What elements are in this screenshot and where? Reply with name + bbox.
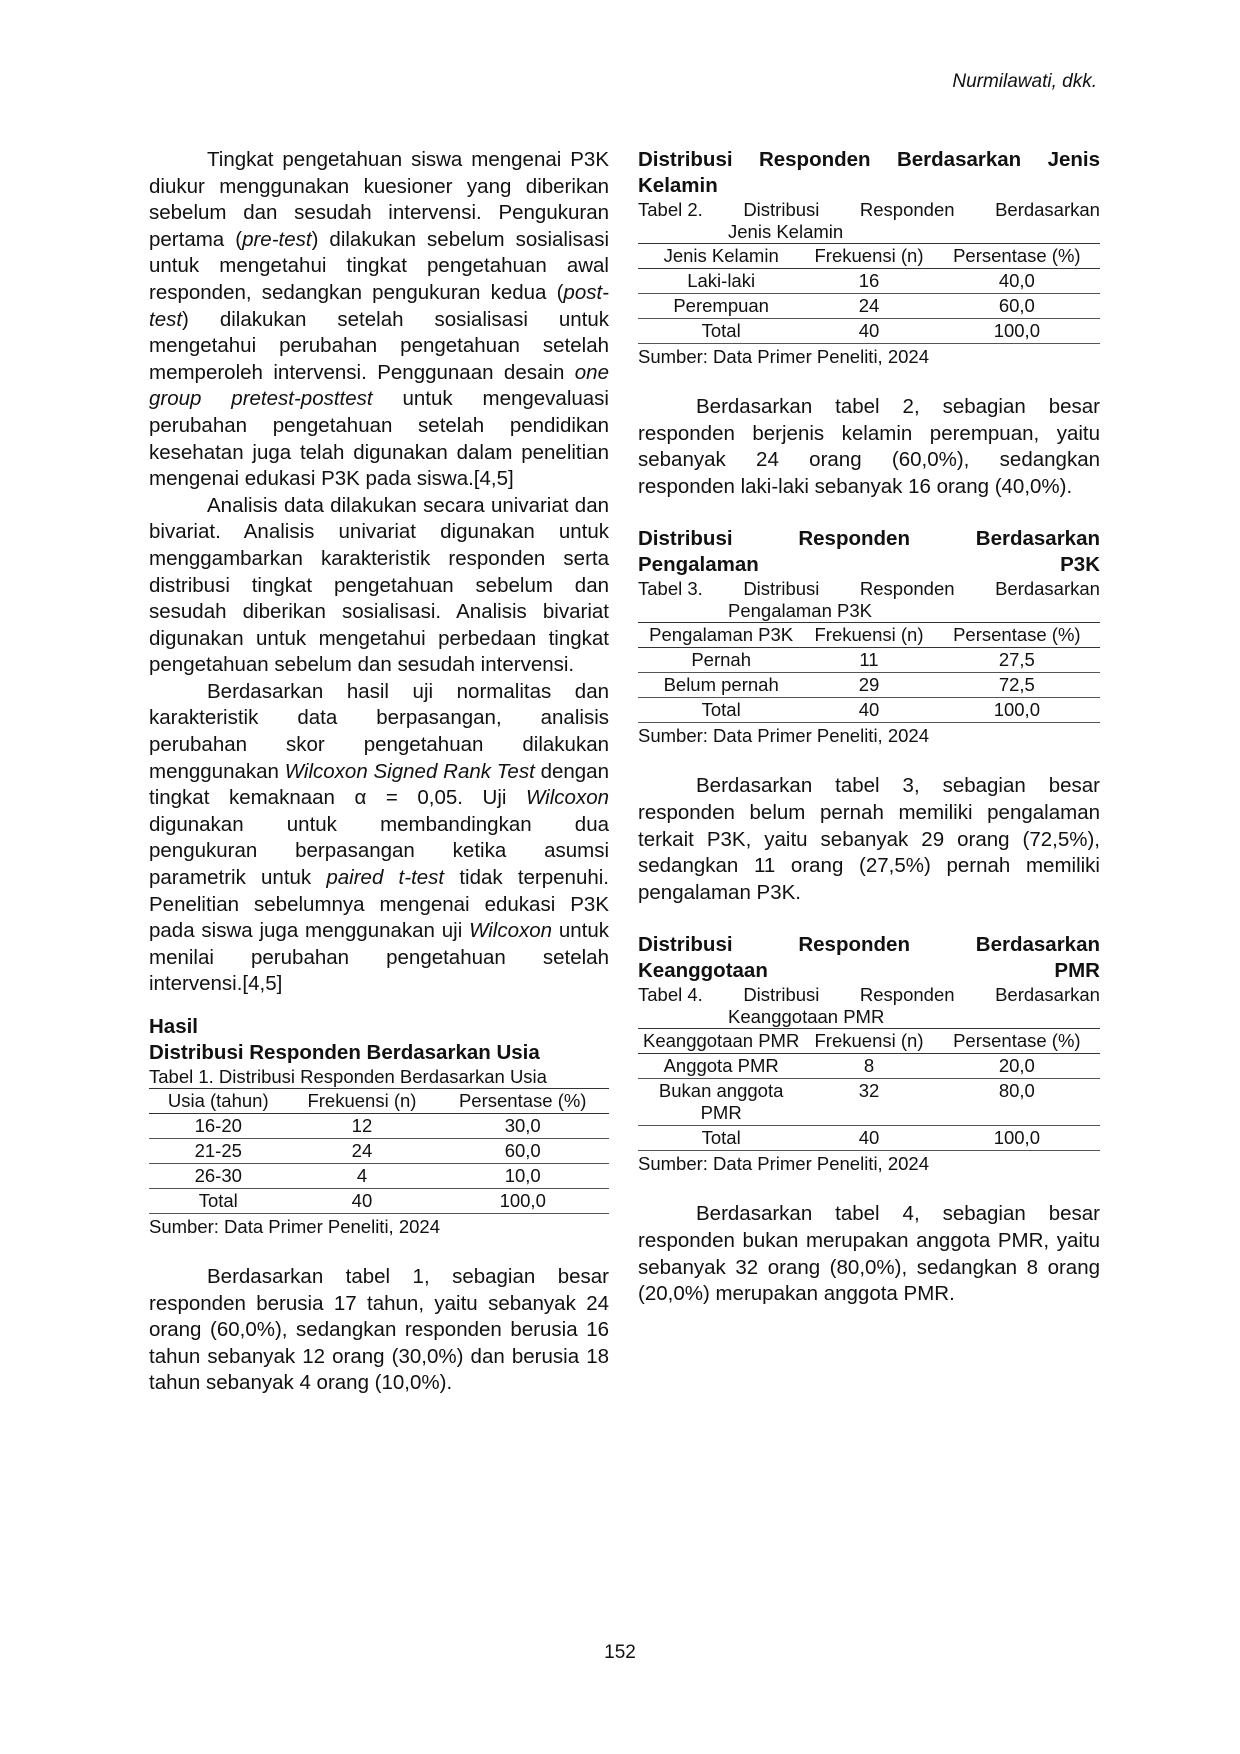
methods-paragraph-1: Tingkat pengetahuan siswa mengenai P3K diukur menggunakan kuesioner yang diberikan sebelum dan sesudah intervensi. Pengukuran pertama (pre-test) dilakukan sebelum sosialisasi untuk mengetahui tingkat pengetahuan awal responden, sedangkan pengukuran kedua (post-test) dilakukan setelah sosialisasi untuk mengetahui perubahan pengetahuan setelah memperoleh intervensi. Penggunaan desain one group pretest-posttest untuk mengevaluasi perubahan pengetahuan setelah pendidikan kesehatan juga telah digunakan dalam penelitian mengenai edukasi P3K pada siswa.[4,5] [149, 148, 609, 491]
table-row: Anggota PMR 8 20,0 [638, 1054, 1100, 1079]
table-4-header: Frekuensi (n) [814, 1030, 924, 1052]
table-4-heading: Distribusi Responden Berdasarkan Keanggotaan PMR [638, 933, 1100, 983]
table-row-total: Total 40 100,0 [149, 1189, 609, 1214]
table-3 [638, 622, 1100, 723]
table-4-header: Keanggotaan PMR [642, 1030, 800, 1052]
table-2-header: Persentase (%) [953, 245, 1081, 266]
table-row: 26-30 4 10,0 [149, 1164, 609, 1189]
table-4-source: Sumber: Data Primer Peneliti, 2024 [638, 1153, 929, 1175]
table-row: Perempuan 24 60,0 [638, 294, 1100, 319]
table-1-header: Persentase (%) [458, 1090, 587, 1111]
methods-paragraph-3: Berdasarkan hasil uji normalitas dan karakteristik data berpasangan, analisis perubahan skor pengetahuan dilakukan menggunakan Wilcoxon Signed Rank Test dengan tingkat kemaknaan α = 0,05. Uji Wilcoxon digunakan untuk membandingkan dua pengukuran berpasangan ketika asumsi parametrik untuk paired t-test tidak terpenuhi. Penelitian sebelumnya mengenai edukasi P3K pada siswa juga menggunakan uji Wilcoxon untuk menilai perubahan pengetahuan setelah intervensi.[4,5] [149, 679, 609, 996]
table-2-heading: Distribusi Responden Berdasarkan Jenis Kelamin [638, 148, 1100, 197]
table-row: 16-20 12 30,0 [149, 1114, 609, 1139]
right-column [638, 147, 1100, 1308]
table-2 [638, 243, 1100, 344]
table-2-header: Frekuensi (n) [814, 245, 924, 266]
table-1 [149, 1088, 609, 1214]
table-3-source: Sumber: Data Primer Peneliti, 2024 [638, 725, 929, 747]
table-1-discussion: Berdasarkan tabel 1, sebagian besar responden berusia 17 tahun, yaitu sebanyak 24 orang (60,0%), sedangkan responden berusia 16 tahun sebanyak 12 orang (30,0%) dan berusia 18 tahun sebanyak 4 orang (10,0%). [149, 1265, 609, 1395]
table-row: Laki-laki 16 40,0 [638, 269, 1100, 294]
table-2-header: Jenis Kelamin [663, 245, 779, 266]
table-3-heading: Distribusi Responden Berdasarkan Pengalaman P3K [638, 527, 1100, 577]
table-1-header: Frekuensi (n) [307, 1090, 417, 1111]
table-row: Pernah 11 27,5 [638, 648, 1100, 673]
table-4 [638, 1028, 1100, 1151]
table-1-source: Sumber: Data Primer Peneliti, 2024 [149, 1216, 440, 1237]
table-3-header: Frekuensi (n) [814, 624, 924, 646]
table-2-caption: Tabel 2. Distribusi Responden Berdasarkan Jenis Kelamin [638, 199, 1100, 242]
running-header: Nurmilawati, dkk. [952, 71, 1097, 92]
table-1-header: Usia (tahun) [167, 1090, 269, 1111]
results-heading: Hasil [149, 1015, 198, 1038]
table-3-caption: Tabel 3. Distribusi Responden Berdasarkan Pengalaman P3K [638, 578, 1100, 622]
table-1-caption: Tabel 1. Distribusi Responden Berdasarkan Usia [149, 1066, 547, 1087]
table-row-total: Total 40 100,0 [638, 698, 1100, 723]
table-2-source: Sumber: Data Primer Peneliti, 2024 [638, 346, 929, 367]
table-4-discussion: Berdasarkan tabel 4, sebagian besar responden bukan merupakan anggota PMR, yaitu sebanyak 32 orang (80,0%), sedangkan 8 orang (20,0%) merupakan anggota PMR. [638, 1202, 1100, 1306]
table-row-total: Total 40 100,0 [638, 1126, 1100, 1151]
table-row-total: Total 40 100,0 [638, 319, 1100, 344]
table-1-heading: Distribusi Responden Berdasarkan Usia [149, 1041, 540, 1064]
table-3-header: Pengalaman P3K [649, 624, 794, 646]
table-row: Bukan anggota PMR 32 80,0 [638, 1079, 1100, 1126]
table-4-header: Persentase (%) [953, 1030, 1081, 1052]
table-row: 21-25 24 60,0 [149, 1139, 609, 1164]
page-number: 152 [604, 1642, 636, 1663]
table-4-caption: Tabel 4. Distribusi Responden Berdasarkan Keanggotaan PMR [638, 984, 1100, 1028]
table-2-discussion: Berdasarkan tabel 2, sebagian besar responden berjenis kelamin perempuan, yaitu sebanyak 24 orang (60,0%), sedangkan responden laki-laki sebanyak 16 orang (40,0%). [638, 395, 1100, 498]
table-row: Belum pernah 29 72,5 [638, 673, 1100, 698]
table-3-header: Persentase (%) [953, 624, 1081, 646]
methods-paragraph-2: Analisis data dilakukan secara univariat dan bivariat. Analisis univariat digunakan untuk menggambarkan karakteristik responden serta distribusi tingkat pengetahuan sebelum dan sesudah diberikan sosialisasi. Analisis bivariat digunakan untuk mengetahui perbedaan tingkat pengetahuan sebelum dan sesudah intervensi. [149, 493, 609, 677]
left-column [149, 147, 609, 1397]
table-3-discussion: Berdasarkan tabel 3, sebagian besar responden belum pernah memiliki pengalaman terkait P3K, yaitu sebanyak 29 orang (72,5%), sedangkan 11 orang (27,5%) pernah memiliki pengalaman P3K. [638, 774, 1100, 904]
